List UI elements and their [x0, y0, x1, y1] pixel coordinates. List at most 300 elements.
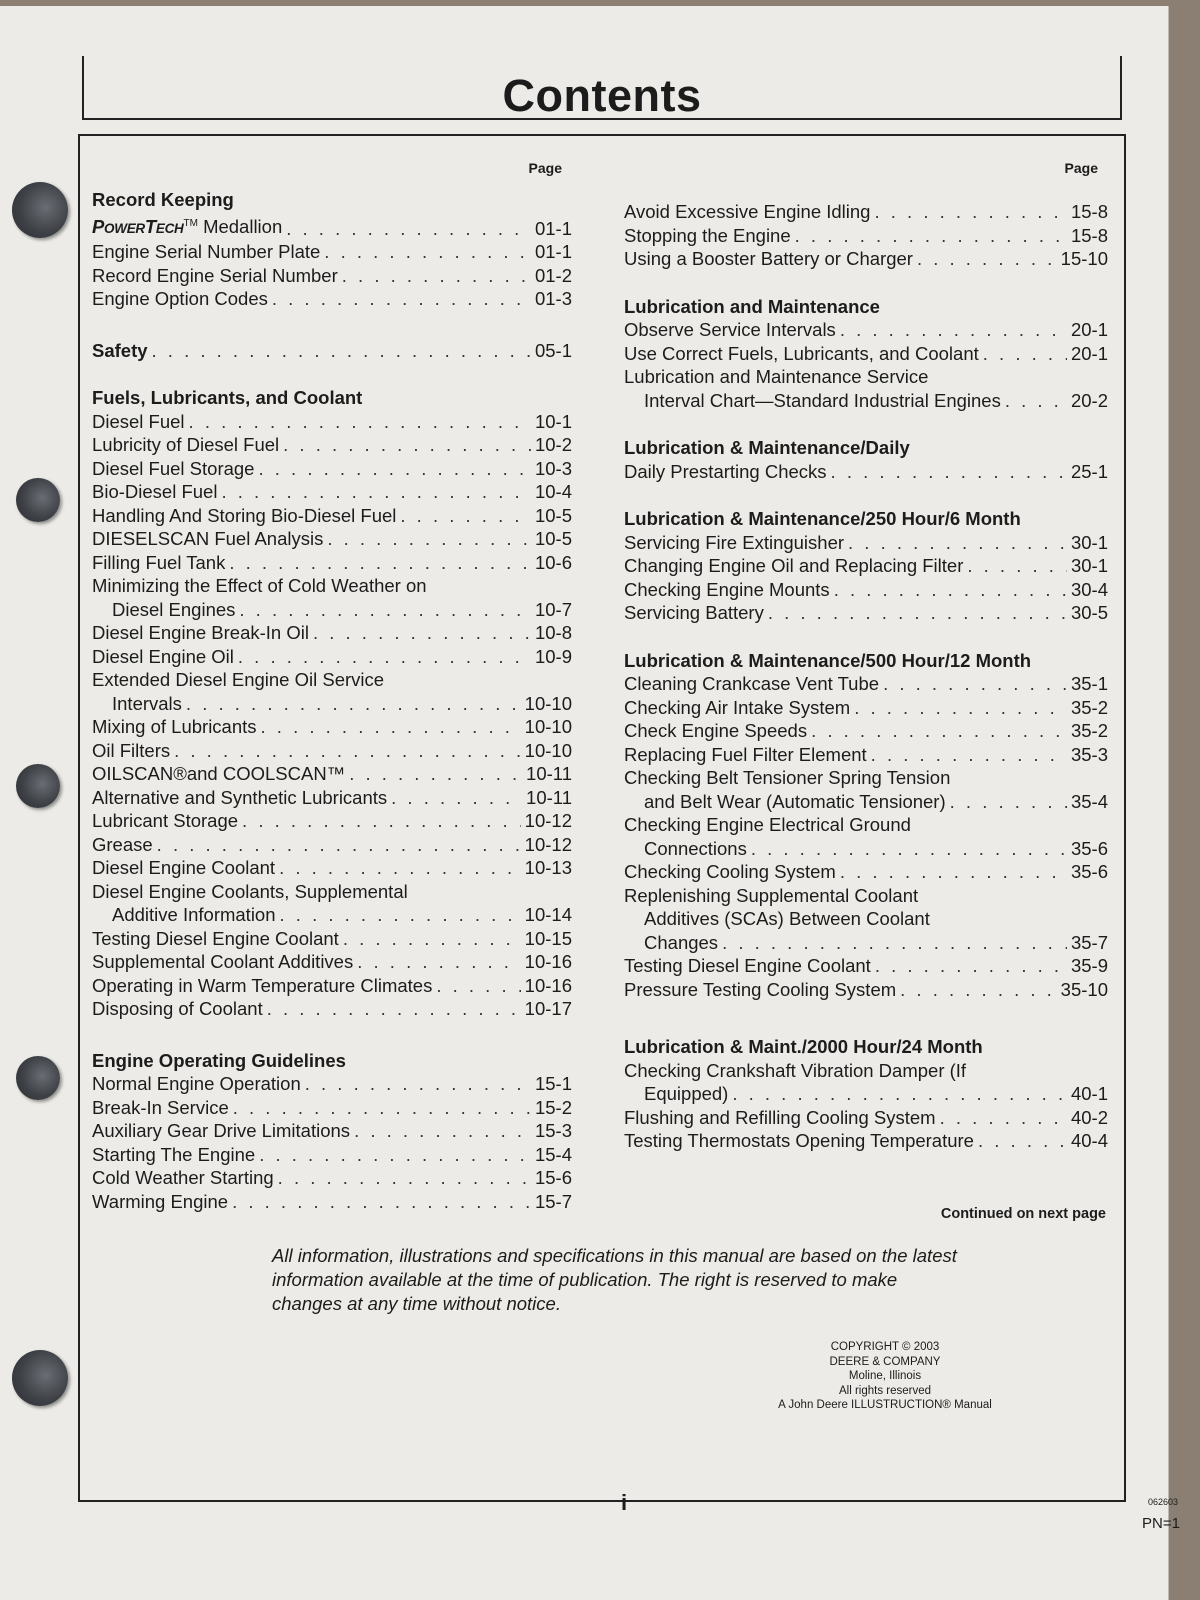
- dot-leader: [722, 931, 1067, 955]
- entry-page: 10-12: [524, 810, 572, 832]
- dot-leader: [871, 743, 1067, 767]
- entry-label: Servicing Fire Extinguisher: [624, 531, 845, 553]
- copyright-line: All rights reserved: [838, 1384, 932, 1397]
- entry-label: Handling And Storing Bio-Diesel Fuel: [92, 504, 397, 526]
- dot-leader: [875, 954, 1067, 978]
- dot-leader: [795, 224, 1067, 248]
- entry-text: [92, 1143, 255, 1167]
- entry-page: 15-7: [534, 1190, 572, 1212]
- binder-hole-2: [16, 478, 60, 522]
- toc-entry: [624, 719, 1108, 743]
- toc-entry: [624, 837, 1108, 861]
- toc-entry: [92, 739, 572, 763]
- entry-label: Oil Filters: [92, 739, 171, 761]
- toc-entry: [92, 339, 572, 363]
- binder-hole-4: [16, 1056, 60, 1100]
- entry-page: 10-16: [524, 951, 572, 973]
- dot-leader: [327, 527, 531, 551]
- toc-entry: [624, 978, 1108, 1002]
- entry-label: Diesel Engine Break-In Oil: [92, 622, 309, 644]
- dot-leader: [152, 339, 531, 363]
- entry-label: Cold Weather Starting: [92, 1167, 274, 1189]
- entry-page: 35-6: [1070, 837, 1108, 859]
- toc-entry: [624, 790, 1108, 814]
- toc-entry: [624, 247, 1108, 271]
- entry-label: Pressure Testing Cooling System: [624, 978, 897, 1000]
- dot-leader: [286, 217, 531, 241]
- entry-page: 01-3: [534, 288, 572, 310]
- entry-page: 35-3: [1070, 743, 1108, 765]
- toc-entry: [624, 224, 1108, 248]
- binder-hole-1: [12, 182, 68, 238]
- dot-leader: [157, 833, 521, 857]
- entry-page: 10-17: [524, 998, 572, 1020]
- continued-note: Continued on next page: [940, 1206, 1106, 1222]
- entry-label: Filling Fuel Tank: [92, 551, 226, 573]
- entry-text-line: Extended Diesel Engine Oil Service: [92, 669, 385, 691]
- entry-label: Mixing of Lubricants: [92, 716, 257, 738]
- toc-section: [624, 1035, 1108, 1153]
- toc-entry: [92, 833, 572, 857]
- dot-leader: [834, 578, 1067, 602]
- entry-text: [92, 997, 263, 1021]
- toc-entry: [92, 1119, 572, 1143]
- entry-label: Diesel Engine Coolant: [92, 857, 276, 879]
- disclaimer-notice: All information, illustrations and specifications in this manual are based on the latest information available at the time of publication. The right is reserved to make changes at any time without notice.: [272, 1245, 957, 1314]
- toc-entry: [624, 460, 1108, 484]
- toc-section: [92, 386, 572, 1021]
- entry-page: 35-2: [1070, 720, 1108, 741]
- toc-entry: [624, 696, 1108, 720]
- toc-entry: [92, 287, 572, 311]
- dot-leader: [189, 410, 531, 434]
- entry-text-line: Lubrication and Maintenance Service: [624, 366, 929, 387]
- entry-text: [112, 692, 182, 716]
- entry-text: [92, 856, 275, 880]
- entry-label: Daily Prestarting Checks: [624, 460, 827, 482]
- toc-entry: [92, 433, 572, 457]
- entry-page: 10-13: [524, 857, 572, 879]
- entry-page: 10-12: [524, 833, 572, 855]
- entry-text: [92, 527, 323, 551]
- toc-entry: [624, 200, 1108, 224]
- entry-text: [624, 954, 871, 978]
- toc-entry: [624, 860, 1108, 884]
- entry-page: 01-1: [534, 241, 572, 263]
- entry-label: Check Engine Speeds: [624, 720, 808, 741]
- toc-section: [92, 188, 572, 311]
- entry-page: 10-1: [534, 410, 572, 432]
- toc-entry: [92, 786, 572, 810]
- dot-leader: [811, 719, 1067, 743]
- entry-label: Equipped): [644, 1083, 729, 1104]
- copyright-line: DEERE & COMPANY: [829, 1355, 941, 1368]
- entry-page: 35-9: [1070, 955, 1108, 976]
- entry-text-line: Checking Crankshaft Vibration Damper (If: [624, 1059, 967, 1081]
- dot-leader: [883, 672, 1067, 696]
- section-title: Lubrication & Maintenance/Daily: [624, 437, 910, 458]
- toc-entry: [624, 342, 1108, 366]
- dot-leader: [324, 240, 531, 264]
- entry-page: 15-1: [534, 1073, 572, 1095]
- entry-text: [92, 621, 309, 645]
- entry-page: 05-1: [534, 339, 572, 361]
- dot-leader: [768, 601, 1067, 625]
- entry-page: 10-4: [534, 481, 572, 503]
- dot-leader: [751, 837, 1067, 861]
- copyright-block: [760, 1340, 1010, 1413]
- dot-leader: [238, 645, 531, 669]
- entry-text: [624, 531, 844, 555]
- entry-label: Diesel Fuel Storage: [92, 457, 255, 479]
- entry-text: [92, 927, 339, 951]
- page-title: Contents: [502, 70, 702, 121]
- dot-leader: [732, 1082, 1067, 1106]
- entry-label: Flushing and Refilling Cooling System: [624, 1106, 936, 1128]
- entry-label: Testing Diesel Engine Coolant: [92, 927, 339, 949]
- entry-label: Connections: [644, 837, 747, 859]
- entry-label: Observe Service Intervals: [624, 319, 836, 340]
- dot-leader: [940, 1106, 1067, 1130]
- dot-leader: [354, 1119, 531, 1143]
- toc-section: [92, 339, 572, 363]
- entry-text: [624, 342, 979, 366]
- entry-page: 20-2: [1070, 389, 1108, 411]
- entry-page: 35-7: [1070, 931, 1108, 953]
- trademark-mark: TM: [183, 217, 198, 229]
- toc-entry: [92, 1143, 572, 1167]
- entry-text-line: Additives (SCAs) Between Coolant: [644, 908, 930, 929]
- entry-page: 40-1: [1070, 1083, 1108, 1104]
- toc-entry: [92, 212, 572, 241]
- entry-text: [92, 504, 396, 528]
- toc-entry: [92, 809, 572, 833]
- entry-text: [92, 739, 170, 763]
- dot-leader: [258, 457, 530, 481]
- dot-leader: [1005, 389, 1067, 413]
- dot-leader: [313, 621, 531, 645]
- dot-leader: [391, 786, 522, 810]
- entry-text-line: Replenishing Supplemental Coolant: [624, 884, 919, 906]
- entry-text: [644, 837, 747, 861]
- toc-entry: [92, 598, 572, 622]
- entry-page: 35-1: [1070, 673, 1108, 694]
- entry-label: Warming Engine: [92, 1190, 229, 1212]
- dot-leader: [283, 433, 531, 457]
- toc-entry: [92, 621, 572, 645]
- entry-page: 35-10: [1060, 978, 1108, 1000]
- entry-page: 15-8: [1070, 201, 1108, 222]
- entry-text: [92, 974, 432, 998]
- toc-entry: [92, 692, 572, 716]
- toc-right-column: [624, 160, 1108, 1153]
- dot-leader: [221, 480, 531, 504]
- dot-leader: [267, 997, 521, 1021]
- section-title: Safety: [92, 339, 148, 361]
- entry-page: 15-2: [534, 1096, 572, 1118]
- toc-entry: [624, 1129, 1108, 1153]
- entry-page: 35-6: [1070, 861, 1108, 882]
- entry-text-line: Diesel Engine Coolants, Supplemental: [92, 880, 408, 902]
- entry-page: 10-10: [524, 716, 572, 738]
- dot-leader: [242, 809, 521, 833]
- entry-label: Engine Serial Number Plate: [92, 241, 321, 263]
- entry-label: Checking Engine Mounts: [624, 578, 830, 600]
- entry-label: Changing Engine Oil and Replacing Filter: [624, 555, 964, 576]
- toc-entry: [624, 672, 1108, 696]
- entry-label: Medallion: [203, 215, 283, 237]
- entry-label: Normal Engine Operation: [92, 1073, 301, 1095]
- dot-leader: [874, 200, 1066, 224]
- powertech-logo: POWERTECH: [92, 215, 184, 237]
- document-code: 062603: [1147, 1497, 1178, 1507]
- section-title: Lubrication & Maintenance/250 Hour/6 Month: [624, 508, 1021, 529]
- toc-entry: [92, 480, 572, 504]
- dot-leader: [279, 856, 521, 880]
- entry-label: Additive Information: [112, 904, 276, 926]
- part-number: PN=1: [1142, 1515, 1180, 1532]
- entry-label: Interval Chart—Standard Industrial Engines: [644, 389, 1001, 411]
- entry-text-line: Minimizing the Effect of Cold Weather on: [92, 575, 427, 597]
- entry-text: [624, 1129, 974, 1153]
- copyright-line: COPYRIGHT © 2003: [830, 1341, 940, 1353]
- entry-page: 01-2: [534, 264, 572, 286]
- dot-leader: [848, 531, 1067, 555]
- entry-label: Grease: [92, 833, 153, 855]
- dot-leader: [272, 287, 531, 311]
- section-title: Fuels, Lubricants, and Coolant: [92, 387, 363, 409]
- entry-text: [92, 715, 257, 739]
- dot-leader: [357, 950, 520, 974]
- entry-text: [92, 212, 282, 241]
- entry-text: [92, 809, 238, 833]
- entry-text: [624, 224, 791, 248]
- page-number: i: [620, 1490, 628, 1515]
- entry-page: 15-6: [534, 1167, 572, 1189]
- toc-entry: [624, 578, 1108, 602]
- section-title: Record Keeping: [92, 189, 234, 210]
- entry-label: DIESELSCAN Fuel Analysis: [92, 528, 324, 550]
- entry-label: Using a Booster Battery or Charger: [624, 248, 913, 269]
- entry-text: [624, 672, 879, 696]
- entry-label: Cleaning Crankcase Vent Tube: [624, 673, 880, 694]
- entry-page: 15-8: [1070, 224, 1108, 246]
- entry-label: Replacing Fuel Filter Element: [624, 743, 867, 765]
- entry-text: [92, 1190, 228, 1214]
- entry-page: 10-3: [534, 457, 572, 479]
- entry-text: [624, 696, 850, 720]
- entry-page: 20-1: [1070, 319, 1108, 340]
- entry-label: Diesel Engines: [112, 598, 236, 620]
- entry-label: Supplemental Coolant Additives: [92, 951, 354, 973]
- toc-entry: [624, 743, 1108, 767]
- toc-section: [624, 436, 1108, 483]
- entry-page: 15-4: [534, 1143, 572, 1165]
- dot-leader: [900, 978, 1057, 1002]
- entry-label: Bio-Diesel Fuel: [92, 481, 218, 503]
- toc-entry: [92, 264, 572, 288]
- entry-page: 40-4: [1070, 1130, 1108, 1151]
- entry-text: [624, 743, 867, 767]
- toc-section: [92, 1049, 572, 1214]
- entry-page: 10-11: [526, 763, 572, 785]
- entry-page: 35-2: [1070, 696, 1108, 718]
- entry-text: [92, 762, 345, 786]
- toc-entry: [92, 527, 572, 551]
- entry-text: [92, 480, 217, 504]
- entry-text: [92, 240, 320, 264]
- entry-label: Stopping the Engine: [624, 224, 791, 246]
- entry-label: Testing Diesel Engine Coolant: [624, 955, 871, 976]
- dot-leader: [259, 1143, 531, 1167]
- toc-section: [624, 507, 1108, 625]
- dot-leader: [436, 974, 520, 998]
- entry-page: 10-2: [534, 434, 572, 456]
- toc-entry: [624, 389, 1108, 413]
- toc-entry: [624, 931, 1108, 955]
- entry-page: 30-4: [1070, 578, 1108, 600]
- toc-entry: [92, 457, 572, 481]
- entry-text: [112, 598, 235, 622]
- toc-entry: [92, 856, 572, 880]
- toc-section: [624, 200, 1108, 271]
- toc-entry: [624, 554, 1108, 578]
- section-title: Lubrication and Maintenance: [624, 295, 880, 317]
- entry-text: [644, 389, 1001, 413]
- toc-entry: [92, 927, 572, 951]
- entry-label: and Belt Wear (Automatic Tensioner): [644, 790, 946, 812]
- entry-text: [624, 460, 827, 484]
- entry-page: 10-16: [524, 974, 572, 996]
- entry-page: 15-10: [1060, 248, 1108, 269]
- toc-entry: [92, 504, 572, 528]
- entry-text: [644, 931, 718, 955]
- toc-entry: [92, 1072, 572, 1096]
- entry-page: 30-5: [1070, 602, 1108, 623]
- binder-hole-3: [16, 764, 60, 808]
- toc-entry: [624, 601, 1108, 625]
- dot-leader: [233, 1096, 531, 1120]
- entry-label: Avoid Excessive Engine Idling: [624, 201, 871, 222]
- dot-leader: [400, 504, 531, 528]
- entry-page: 30-1: [1070, 555, 1108, 576]
- entry-label: Alternative and Synthetic Lubricants: [92, 786, 388, 808]
- page-column-header: Page: [528, 160, 562, 176]
- entry-text: [624, 578, 830, 602]
- dot-leader: [278, 1166, 531, 1190]
- entry-text: [92, 833, 153, 857]
- entry-page: 25-1: [1070, 460, 1108, 482]
- toc-entry: [624, 1106, 1108, 1130]
- dot-leader: [174, 739, 521, 763]
- copyright-line: Moline, Illinois: [848, 1370, 922, 1382]
- entry-text: [624, 200, 870, 224]
- entry-label: Lubricant Storage: [92, 810, 239, 832]
- toc-entry: [624, 954, 1108, 978]
- entry-page: 35-4: [1070, 790, 1108, 812]
- toc-entry: [92, 997, 572, 1021]
- entry-label: Checking Air Intake System: [624, 696, 851, 718]
- entry-text: [644, 1082, 728, 1106]
- entry-text: [92, 1166, 274, 1190]
- dot-leader: [280, 903, 521, 927]
- entry-text: [624, 1106, 936, 1130]
- entry-page: 40-2: [1070, 1106, 1108, 1128]
- toc-entry: [92, 240, 572, 264]
- entry-page: 10-15: [524, 927, 572, 949]
- entry-label: Disposing of Coolant: [92, 998, 263, 1020]
- entry-text: [92, 551, 225, 575]
- dot-leader: [229, 551, 531, 575]
- dot-leader: [840, 318, 1067, 342]
- entry-text: [92, 1096, 229, 1120]
- dot-leader: [239, 598, 531, 622]
- entry-label: Starting The Engine: [92, 1143, 256, 1165]
- entry-label: Record Engine Serial Number: [92, 264, 338, 286]
- toc-entry: [92, 974, 572, 998]
- dot-leader: [305, 1072, 531, 1096]
- dot-leader: [967, 554, 1067, 578]
- entry-text: [92, 1119, 350, 1143]
- entry-label: Diesel Fuel: [92, 410, 185, 432]
- section-title: Lubrication & Maint./2000 Hour/24 Month: [624, 1036, 983, 1057]
- entry-page: 10-6: [534, 551, 572, 573]
- entry-page: 10-9: [534, 645, 572, 667]
- dot-leader: [232, 1190, 531, 1214]
- dot-leader: [978, 1129, 1067, 1153]
- dot-leader: [343, 927, 521, 951]
- binder-hole-5: [12, 1350, 68, 1406]
- dot-leader: [349, 762, 522, 786]
- entry-text: [92, 1072, 301, 1096]
- entry-page: 10-10: [524, 692, 572, 714]
- copyright-line: A John Deere ILLUSTRUCTION® Manual: [778, 1399, 992, 1411]
- entry-label: Diesel Engine Oil: [92, 645, 234, 667]
- entry-text: [92, 457, 254, 481]
- entry-text-line: Checking Belt Tensioner Spring Tension: [624, 767, 951, 788]
- toc-entry: [92, 903, 572, 927]
- toc-entry: [624, 1082, 1108, 1106]
- title-frame: [82, 56, 1122, 120]
- entry-text: [92, 410, 185, 434]
- toc-entry: [92, 1096, 572, 1120]
- entry-label: Break-In Service: [92, 1096, 229, 1118]
- entry-text: [644, 790, 946, 814]
- entry-label: Auxiliary Gear Drive Limitations: [92, 1120, 351, 1142]
- dot-leader: [186, 692, 521, 716]
- entry-text: [624, 860, 836, 884]
- entry-page: 10-5: [534, 528, 572, 550]
- entry-page: 10-5: [534, 504, 572, 526]
- toc-entry: [624, 531, 1108, 555]
- entry-page: 10-10: [524, 739, 572, 761]
- dot-leader: [840, 860, 1067, 884]
- dot-leader: [854, 696, 1067, 720]
- toc-entry: [92, 1166, 572, 1190]
- entry-text: [624, 247, 913, 271]
- entry-page: 20-1: [1070, 342, 1108, 364]
- entry-label: Engine Option Codes: [92, 288, 268, 310]
- entry-text: [624, 719, 807, 743]
- entry-text: [92, 645, 234, 669]
- entry-label: OILSCAN®and COOLSCAN™: [92, 763, 346, 785]
- section-title: Lubrication & Maintenance/500 Hour/12 Month: [624, 649, 1032, 671]
- toc-section: [624, 295, 1108, 413]
- entry-label: Changes: [644, 931, 719, 953]
- entry-label: Checking Cooling System: [624, 861, 836, 882]
- entry-label: Intervals: [112, 692, 182, 714]
- toc-entry: [624, 318, 1108, 342]
